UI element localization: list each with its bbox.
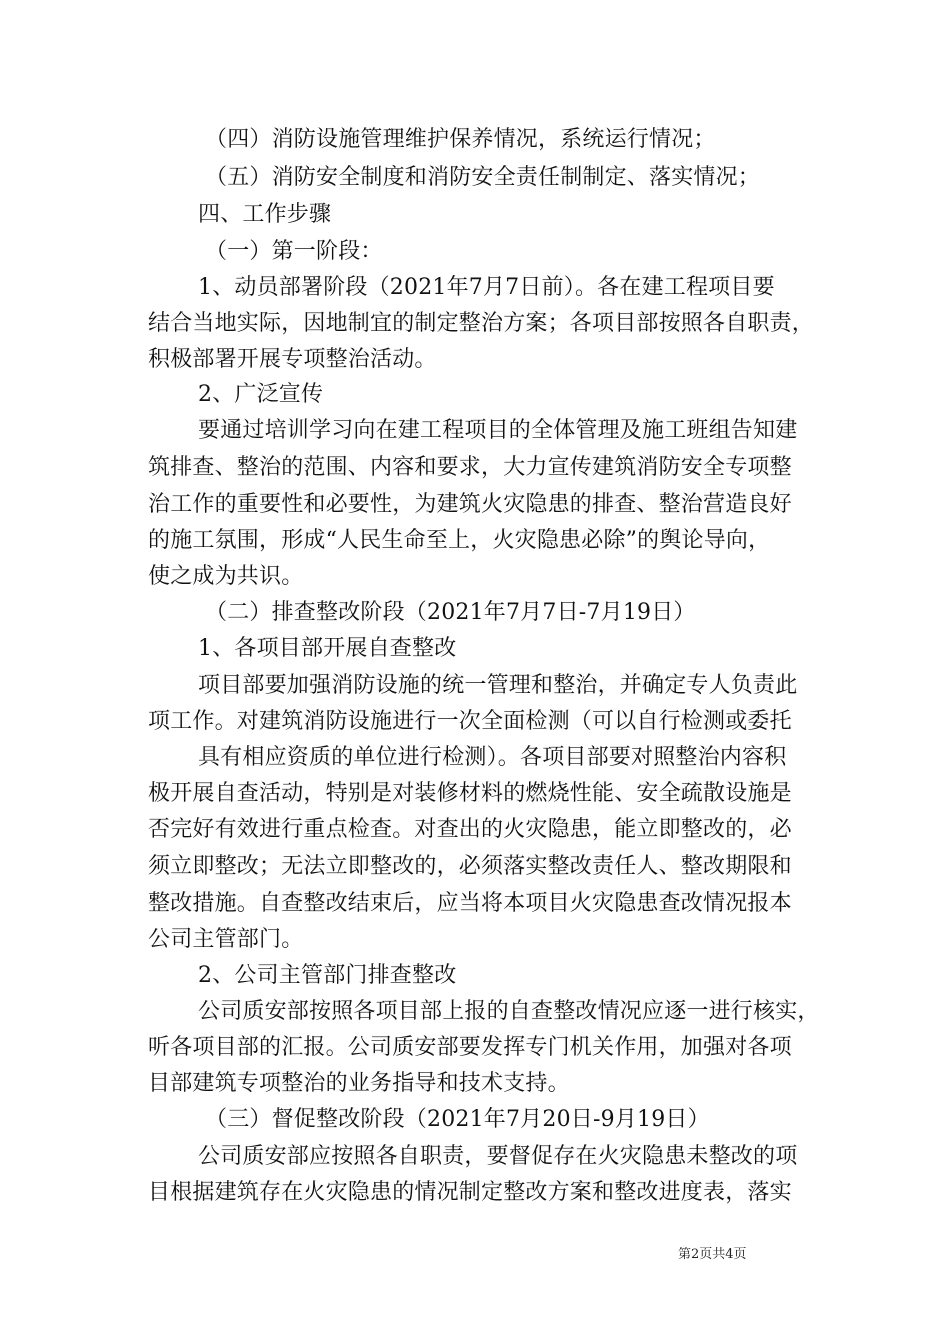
text-line: 治工作的重要性和必要性，为建筑火灾隐患的排查、整治营造良好 [148,492,792,517]
text-line: 极开展自查活动，特别是对装修材料的燃烧性能、安全疏散设施是 [148,781,792,806]
subsection-heading: 2、公司主管部门排查整改 [198,963,457,988]
text-line: 结合当地实际，因地制宜的制定整治方案；各项目部按照各自职责， [148,311,815,336]
text-line: 使之成为共识。 [148,564,304,589]
text-line: 项工作。对建筑消防设施进行一次全面检测（可以自行检测或委托 [148,709,792,734]
text-line: 目部建筑专项整治的业务指导和技术支持。 [148,1071,570,1096]
text-line: 公司质安部应按照各自职责，要督促存在火灾隐患未整改的项 [198,1144,798,1169]
subsection-heading: （二）排查整改阶段（2021年7月7日-7月19日） [205,600,696,625]
text-line: 1、动员部署阶段（2021年7月7日前）。各在建工程项目要 [198,275,775,300]
text-line: （五）消防安全制度和消防安全责任制制定、落实情况； [205,165,761,190]
text-line: 的施工氛围，形成“人民生命至上，火灾隐患必除”的舆论导向， [148,528,771,553]
text-line: 目根据建筑存在火灾隐患的情况制定整改方案和整改进度表，落实 [148,1180,792,1205]
text-line: （四）消防设施管理维护保养情况，系统运行情况； [205,127,716,152]
text-line: 积极部署开展专项整治活动。 [148,347,437,372]
text-line: 要通过培训学习向在建工程项目的全体管理及施工班组告知建 [198,418,798,443]
text-line: 公司质安部按照各项目部上报的自查整改情况应逐一进行核实， [198,999,820,1024]
text-line: 公司主管部门。 [148,927,304,952]
text-line: 具有相应资质的单位进行检测）。各项目部要对照整治内容积 [198,745,787,770]
subsection-heading: 2、广泛宣传 [198,382,324,407]
section-heading: 四、工作步骤 [198,202,332,227]
subsection-heading: （一）第一阶段： [205,239,383,264]
text-line: 筑排查、整治的范围、内容和要求，大力宣传建筑消防安全专项整 [148,455,792,480]
page-number: 第2页共4页 [678,1247,747,1262]
text-line: 听各项目部的汇报。公司质安部要发挥专门机关作用，加强对各项 [148,1035,792,1060]
subsection-heading: 1、各项目部开展自查整改 [198,636,457,661]
subsection-heading: （三）督促整改阶段（2021年7月20日-9月19日） [205,1107,710,1132]
text-line: 否完好有效进行重点检查。对查出的火灾隐患，能立即整改的，必 [148,817,792,842]
text-line: 项目部要加强消防设施的统一管理和整治，并确定专人负责此 [198,673,798,698]
text-line: 整改措施。自查整改结束后，应当将本项目火灾隐患查改情况报本 [148,891,792,916]
text-line: 须立即整改；无法立即整改的，必须落实整改责任人、整改期限和 [148,854,792,879]
